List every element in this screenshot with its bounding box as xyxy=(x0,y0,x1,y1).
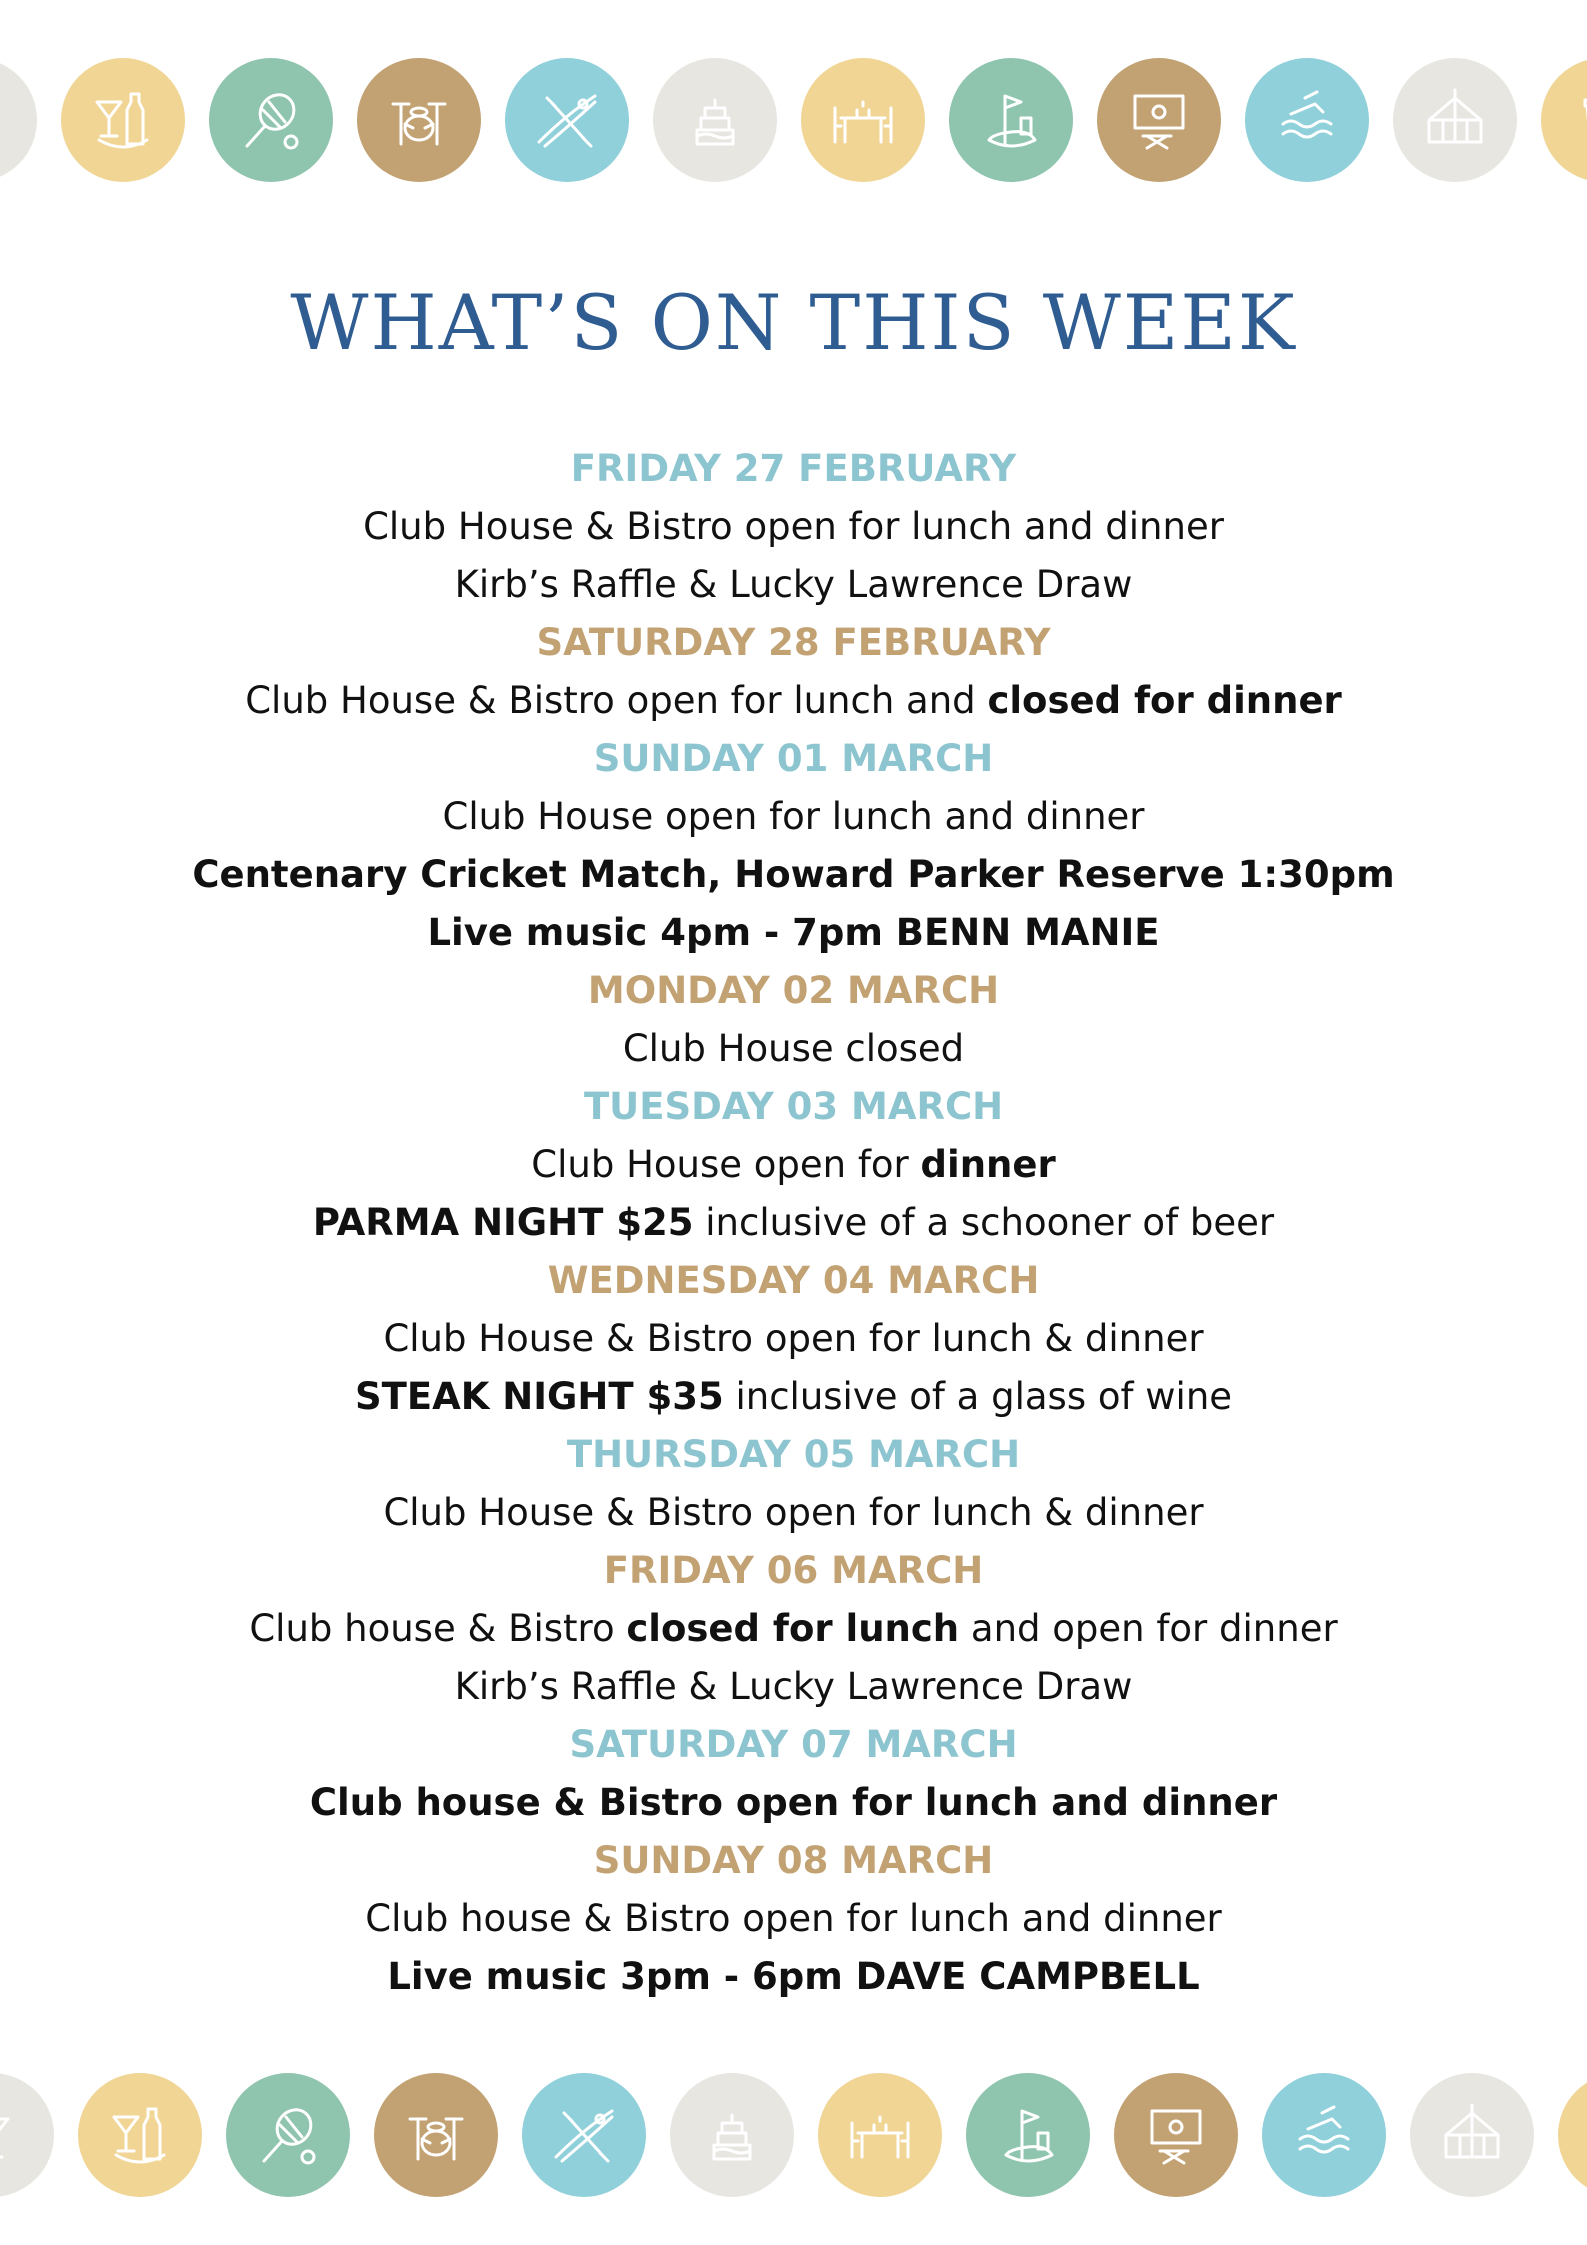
event-line: Kirb’s Raffle & Lucky Lawrence Draw xyxy=(454,563,1133,606)
event-emphasis: closed for lunch xyxy=(626,1607,960,1650)
day-heading: SATURDAY 28 FEBRUARY xyxy=(536,621,1051,664)
event-emphasis: PARMA NIGHT $25 xyxy=(312,1201,694,1244)
page-title: WHAT’S ON THIS WEEK xyxy=(290,278,1297,367)
cocktail-icon xyxy=(61,58,185,182)
event-line xyxy=(0,672,1587,730)
swimming-icon xyxy=(1262,2073,1386,2197)
weekly-schedule xyxy=(0,440,1587,2006)
event-line: Club house & Bistro open for lunch and dinner xyxy=(365,1897,1222,1940)
event-line: Club house & Bistro open for lunch and dinner xyxy=(309,1781,1278,1824)
day-heading: SUNDAY 01 MARCH xyxy=(593,737,994,780)
dining-table-icon xyxy=(818,2073,942,2197)
event-emphasis: dinner xyxy=(920,1143,1056,1186)
drum-kit-icon xyxy=(374,2073,498,2197)
day-heading: THURSDAY 05 MARCH xyxy=(566,1433,1021,1476)
event-line: Centenary Cricket Match, Howard Parker Reserve 1:30pm xyxy=(192,853,1395,896)
event-line: Club House & Bistro open for lunch & dinner xyxy=(383,1317,1204,1360)
cake-icon xyxy=(670,2073,794,2197)
top-icon-banner xyxy=(0,55,1587,185)
event-text: Club House & Bistro open for lunch and xyxy=(245,679,988,722)
golf-icon xyxy=(949,58,1073,182)
day-heading: SATURDAY 07 MARCH xyxy=(569,1723,1018,1766)
event-line xyxy=(0,1368,1587,1426)
day-heading: TUESDAY 03 MARCH xyxy=(583,1085,1004,1128)
event-text: inclusive of a schooner of beer xyxy=(693,1201,1275,1244)
event-emphasis: closed for dinner xyxy=(987,679,1342,722)
event-line xyxy=(0,1136,1587,1194)
day-heading: FRIDAY 06 MARCH xyxy=(603,1549,984,1592)
tennis-icon xyxy=(226,2073,350,2197)
kayak-icon xyxy=(505,58,629,182)
event-text: inclusive of a glass of wine xyxy=(723,1375,1233,1418)
bottom-icon-banner xyxy=(0,2070,1587,2200)
dining-table-icon xyxy=(801,58,925,182)
coffee-cup-icon xyxy=(1541,58,1587,182)
event-line: Club House open for lunch and dinner xyxy=(442,795,1145,838)
sun-glass-icon xyxy=(0,58,37,182)
event-line: Live music 3pm - 6pm DAVE CAMPBELL xyxy=(387,1955,1200,1998)
tennis-icon xyxy=(209,58,333,182)
event-line xyxy=(0,1194,1587,1252)
kayak-icon xyxy=(522,2073,646,2197)
event-line: Club House & Bistro open for lunch & dinner xyxy=(383,1491,1204,1534)
cocktail-icon xyxy=(78,2073,202,2197)
coffee-cup-icon xyxy=(1558,2073,1587,2197)
cinema-icon xyxy=(1114,2073,1238,2197)
cinema-icon xyxy=(1097,58,1221,182)
day-heading: MONDAY 02 MARCH xyxy=(587,969,1000,1012)
event-text: Club House open for xyxy=(531,1143,921,1186)
event-line xyxy=(0,1600,1587,1658)
day-heading: SUNDAY 08 MARCH xyxy=(593,1839,994,1882)
day-heading: WEDNESDAY 04 MARCH xyxy=(547,1259,1040,1302)
event-line: Club House & Bistro open for lunch and dinner xyxy=(363,505,1224,548)
drum-kit-icon xyxy=(357,58,481,182)
cake-icon xyxy=(653,58,777,182)
event-text: Club house & Bistro xyxy=(249,1607,627,1650)
swimming-icon xyxy=(1245,58,1369,182)
event-line: Kirb’s Raffle & Lucky Lawrence Draw xyxy=(454,1665,1133,1708)
circus-tent-icon xyxy=(1393,58,1517,182)
day-heading: FRIDAY 27 FEBRUARY xyxy=(570,447,1017,490)
circus-tent-icon xyxy=(1410,2073,1534,2197)
event-line: Club House closed xyxy=(622,1027,965,1070)
event-emphasis: STEAK NIGHT $35 xyxy=(354,1375,724,1418)
event-text: and open for dinner xyxy=(959,1607,1338,1650)
event-line: Live music 4pm - 7pm BENN MANIE xyxy=(427,911,1160,954)
golf-icon xyxy=(966,2073,1090,2197)
sun-glass-icon xyxy=(0,2073,54,2197)
